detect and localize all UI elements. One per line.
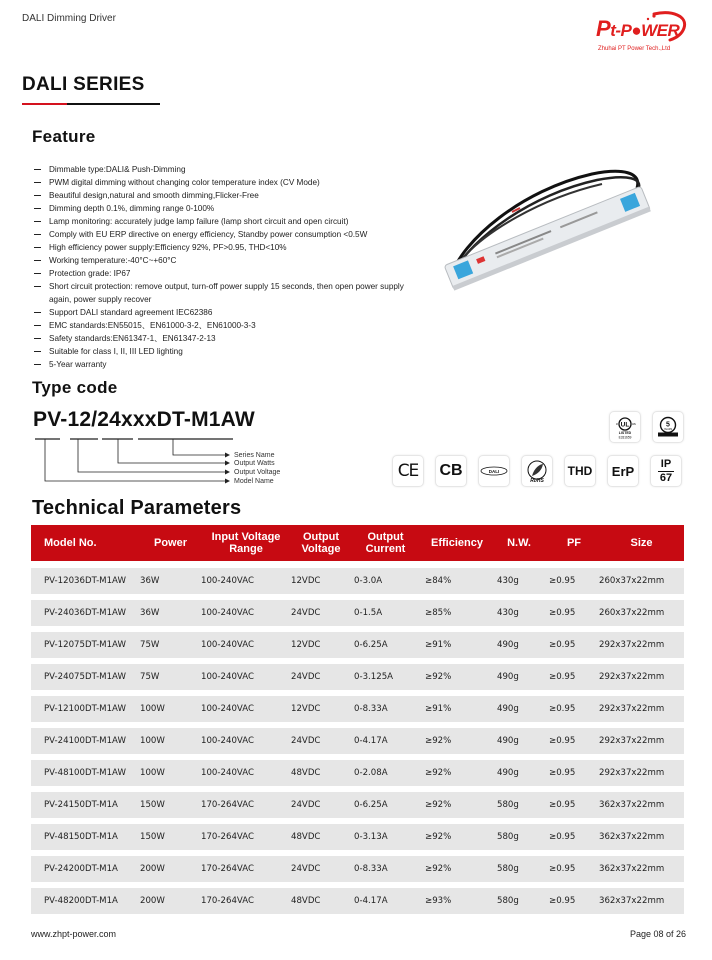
footer-page-number: Page 08 of 26 — [629, 929, 686, 939]
feature-item: Suitable for class I, II, III LED lighting — [34, 345, 404, 358]
type-code-string: PV-12/24xxxDT-M1AW — [33, 408, 255, 431]
document-header-title: DALI Dimming Driver — [22, 13, 116, 24]
feature-heading: Feature — [32, 127, 96, 146]
svg-text:RoHS: RoHS — [530, 478, 544, 484]
table-row: PV-48100DT-M1AW 100W 100-240VAC 48VDC 0-2.08A ≥92% 490g ≥0.95 292x37x22mm — [31, 760, 684, 786]
type-code-label-model: Model Name — [234, 478, 274, 485]
type-code-diagram — [30, 434, 330, 494]
company-logo — [592, 10, 692, 58]
column-header-output-voltage: Output Voltage — [301, 531, 341, 555]
table-row: PV-24150DT-M1A 150W 170-264VAC 24VDC 0-6.25A ≥92% 580g ≥0.95 362x37x22mm — [31, 792, 684, 818]
svg-text:UL: UL — [620, 421, 630, 429]
type-code-bracket-lines — [30, 434, 330, 494]
logo-wordmark: Pt-P●WER — [596, 16, 680, 41]
svg-text:us: us — [632, 422, 636, 426]
table-row: PV-24200DT-M1A 200W 170-264VAC 24VDC 0-8.33A ≥92% 580g ≥0.95 362x37x22mm — [31, 856, 684, 882]
type-code-heading: Type code — [32, 378, 118, 397]
table-row: PV-24075DT-M1AW 75W 100-240VAC 24VDC 0-3.125A ≥92% 490g ≥0.95 292x37x22mm — [31, 664, 684, 690]
type-code-label-series: Series Name — [234, 452, 275, 459]
table-row: PV-12075DT-M1AW 75W 100-240VAC 12VDC 0-6.25A ≥91% 490g ≥0.95 292x37x22mm — [31, 632, 684, 658]
column-header-model: Model No. — [44, 537, 97, 549]
feature-item: Safety standards:EN61347-1、EN61347-2-13 — [34, 332, 404, 345]
ip67-icon: IP 67 — [650, 455, 682, 487]
series-title: DALI SERIES — [22, 74, 145, 95]
feature-item: PWM digital dimming without changing color temperature index (CV Mode) — [34, 176, 404, 189]
footer-website-link[interactable]: www.zhpt-power.com — [31, 929, 117, 939]
product-image — [432, 160, 657, 300]
column-header-pf: PF — [566, 537, 582, 549]
feature-item: EMC standards:EN55015、EN61000-3-2、EN61000-3-3 — [34, 319, 404, 332]
svg-text:c: c — [616, 421, 618, 426]
thd-icon: THD — [564, 455, 596, 487]
series-title-underline — [22, 103, 160, 105]
feature-item: Dimmable type:DALI& Push-Dimming — [34, 163, 404, 176]
feature-item: Working temperature:-40°C~+60°C — [34, 254, 404, 267]
erp-icon: ErP — [607, 455, 639, 487]
table-row: PV-24036DT-M1AW 36W 100-240VAC 24VDC 0-1.5A ≥85% 430g ≥0.95 260x37x22mm — [31, 600, 684, 626]
table-body — [31, 568, 684, 914]
feature-item: Protection grade: IP67 — [34, 267, 404, 280]
feature-item: Comply with EU ERP directive on energy efficiency, Standby power consumption <0.5W — [34, 228, 404, 241]
svg-text:5: 5 — [666, 421, 670, 429]
technical-parameters-heading: Technical Parameters — [32, 497, 242, 519]
column-header-nw: N.W. — [507, 537, 531, 549]
column-header-input-voltage: Input Voltage Range — [211, 531, 281, 555]
svg-text:LISTED: LISTED — [618, 431, 632, 435]
table-row: PV-24100DT-M1AW 100W 100-240VAC 24VDC 0-4.17A ≥92% 490g ≥0.95 292x37x22mm — [31, 728, 684, 754]
feature-item: Beautiful design,natural and smooth dimming,Flicker-Free — [34, 189, 404, 202]
column-header-power: Power — [153, 537, 187, 549]
dali-icon — [478, 455, 510, 487]
column-header-efficiency: Efficiency — [431, 537, 483, 549]
cb-icon: CB — [435, 455, 467, 487]
feature-item: Short circuit protection: remove output, turn-off power supply 15 seconds, then open power supply again, power supply recover — [34, 280, 404, 306]
5-year-warranty-icon — [652, 411, 684, 443]
feature-item: Support DALI standard agreement IEC62386 — [34, 306, 404, 319]
table-row: PV-48150DT-M1A 150W 170-264VAC 48VDC 0-3.13A ≥92% 580g ≥0.95 362x37x22mm — [31, 824, 684, 850]
table-header-row — [31, 525, 684, 561]
svg-text:E331659: E331659 — [618, 435, 632, 440]
table-row: PV-48200DT-M1A 200W 170-264VAC 48VDC 0-4.17A ≥93% 580g ≥0.95 362x37x22mm — [31, 888, 684, 914]
svg-text:DALI: DALI — [488, 468, 500, 474]
type-code-label-watts: Output Watts — [234, 460, 275, 467]
logo-subtitle: Zhuhai PT Power Tech.,Ltd — [598, 46, 671, 52]
feature-item: 5-Year warranty — [34, 358, 404, 371]
rohs-icon — [521, 455, 553, 487]
table-row: PV-12100DT-M1AW 100W 100-240VAC 12VDC 0-8.33A ≥91% 490g ≥0.95 292x37x22mm — [31, 696, 684, 722]
ce-icon: CE — [392, 455, 424, 487]
type-code-label-voltage: Output Voltage — [234, 469, 281, 476]
technical-parameters-table — [31, 525, 684, 914]
column-header-output-current: Output Current — [365, 531, 406, 555]
ul-listed-icon — [609, 411, 641, 443]
feature-item: High efficiency power supply:Efficiency 92%, PF>0.95, THD<10% — [34, 241, 404, 254]
svg-text:YEARS: YEARS — [663, 428, 673, 431]
table-row: PV-12036DT-M1AW 36W 100-240VAC 12VDC 0-3.0A ≥84% 430g ≥0.95 260x37x22mm — [31, 568, 684, 594]
column-header-size: Size — [630, 537, 653, 549]
feature-item: Dimming depth 0.1%, dimming range 0-100% — [34, 202, 404, 215]
feature-list — [34, 163, 404, 371]
feature-item: Lamp monitoring: accurately judge lamp failure (lamp short circuit and open circuit) — [34, 215, 404, 228]
